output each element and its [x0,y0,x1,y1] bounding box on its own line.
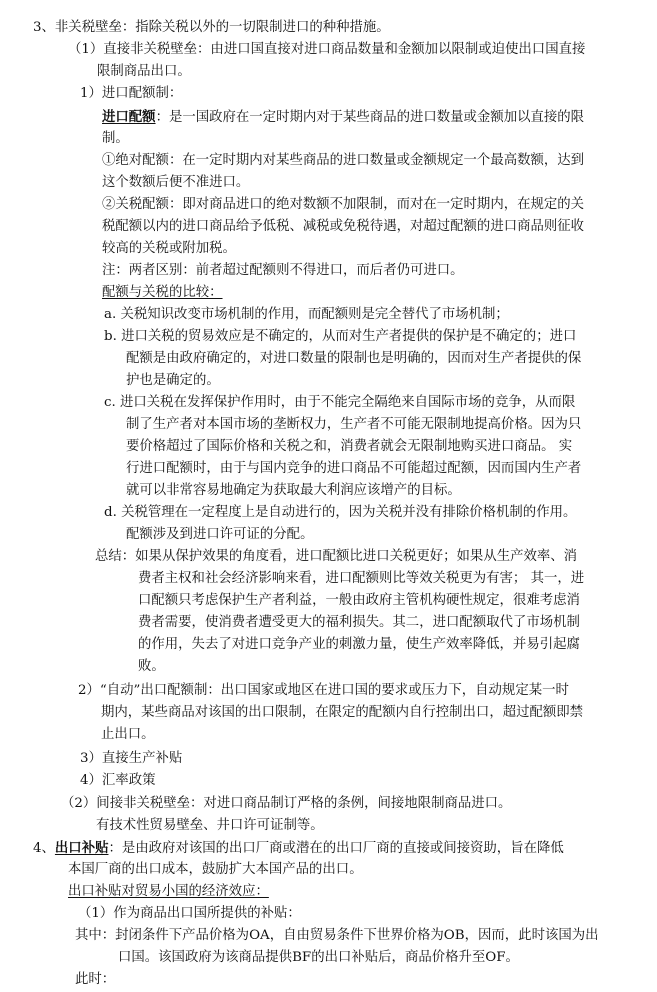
text-line: 此时： [75,972,116,987]
item-2-heading: 2）“自动”出口配额制：出口国家或地区在进口国的要求或压力下，自动规定某一时 [78,683,569,698]
export-subsidy-term: 出口补贴 [54,840,109,856]
export-subsidy-effect-heading: 出口补贴对贸易小国的经济效应： [68,884,269,899]
comparison-item-c: c. 进口关税在发挥保护作用时，由于不能完全隔绝来自国际市场的竞争，从而限 [104,395,576,410]
item-1-heading: 1）进口配额制： [80,86,183,101]
text-line: 较高的关税或附加税。 [102,241,236,256]
text-span: ：是由政府对该国的出口厂商或潜在的出口厂商的直接或间接资助，旨在降低 [108,841,564,856]
text-line: 税配额以内的进口商品给予低税、减税或免税待遇，对超过配额的进口商品则征收 [102,219,585,234]
comparison-heading: 配额与关税的比较： [102,285,223,300]
text-line: 口配额只考虑保护生产者利益，一般由政府主管机构硬性规定，很难考虑消 [138,593,580,608]
text-line: 败。 [138,659,165,674]
text-line: 止出口。 [101,727,155,742]
text-span: ：是一国政府在一定时期内对于某些商品的进口数量或金额加以直接的限 [155,110,585,125]
text-line: 有技术性贸易壁垒、井口许可证制等。 [96,818,324,833]
subsidy-item-1: （1）作为商品出口国所提供的补贴： [78,906,301,921]
tariff-quota-line: ②关税配额：即对商品进口的绝对数额不加限制，而对在一定时期内，在规定的关 [102,197,585,212]
item-3-heading: 3）直接生产补贴 [80,751,183,766]
text-line: 配额是由政府确定的，对进口数量的限制也是明确的，因而对生产者提供的保 [126,351,582,366]
absolute-quota-line: ①绝对配额：在一定时期内对某些商品的进口数量或金额规定一个最高数额，达到 [102,153,585,168]
text-line: 配额涉及到进口许可证的分配。 [126,527,314,542]
comparison-item-a: a. 关税知识改变市场机制的作用，而配额则是完全替代了市场机制； [104,307,509,322]
text-line: 口国。该国政府为该商品提供BF的出口补贴后，商品价格升至OF。 [118,950,519,965]
text-line: 费者主权和社会经济影响来看，进口配额则比等效关税更为有害； 其一，进 [138,571,585,586]
text-line: 就可以非常容易地确定为获取最大利润应该增产的目标。 [126,483,461,498]
note-line: 注：两者区别：前者超过配额则不得进口，而后者仍可进口。 [102,263,464,278]
text-line: 其中：封闭条件下产品价格为OA，自由贸易条件下世界价格为OB，因而，此时该国为出 [75,928,599,943]
import-quota-definition [102,105,584,130]
section-3-heading: 3、非关税壁垒：指除关税以外的一切限制进口的种种措施。 [33,20,390,35]
text-span: 4、 [33,841,55,856]
text-line: 的作用，失去了对进口竞争产业的刺激力量，使生产效率降低，并易引起腐 [138,637,580,652]
text-line: 期内，某些商品对该国的出口限制，在限定的配额内自行控制出口，超过配额即禁 [101,705,584,720]
text-line: 制。 [102,131,129,146]
text-line: 本国厂商的出口成本，鼓励扩大本国产品的出口。 [68,862,363,877]
item-4-heading: 4）汇率政策 [80,773,156,788]
comparison-item-b: b. 进口关税的贸易效应是不确定的，从而对生产者提供的保护是不确定的；进口 [104,329,577,344]
text-line: 制了生产者对本国市场的垄断权力，生产者不可能无限制地提高价格。因为只 [126,417,582,432]
comparison-item-d: d. 关税管理在一定程度上是自动进行的，因为关税并没有排除价格机制的作用。 [104,505,577,520]
text-line: 费者需要，使消费者遭受更大的福利损失。其二，进口配额取代了市场机制 [138,615,580,630]
text-line: 护也是确定的。 [126,373,220,388]
subsection-2-heading: （2）间接非关税壁垒：对进口商品制订严格的条例，间接地限制商品进口。 [61,796,512,811]
import-quota-term: 进口配额 [102,109,156,125]
summary-line: 总结：如果从保护效果的角度看，进口配额比进口关税更好；如果从生产效率、消 [95,549,578,564]
text-line: 要价格超过了国际价格和关税之和，消费者就会无限制地购买进口商品。 实 [126,439,573,454]
text-line: 限制商品出口。 [97,64,191,79]
text-line: 行进口配额时，由于与国内竞争的进口商品不可能超过配额，因而国内生产者 [126,461,582,476]
subsection-1-heading: （1）直接非关税壁垒：由进口国直接对进口商品数量和金额加以限制或迫使出口国直接 [68,42,586,57]
text-line: 这个数额后便不准进口。 [102,175,250,190]
